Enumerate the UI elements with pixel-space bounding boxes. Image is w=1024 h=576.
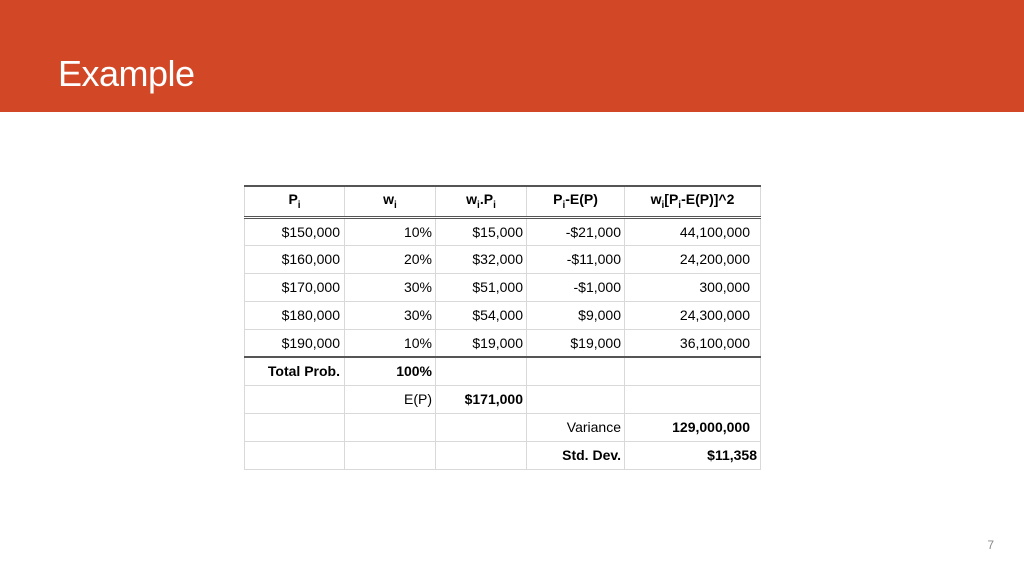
header-wi: $w_i$	[345, 186, 436, 217]
variance-row	[245, 413, 761, 441]
probability-table	[244, 185, 761, 470]
cell-weight: 30%	[345, 273, 436, 301]
cell-price: $180,000	[245, 301, 345, 329]
cell-price: $190,000	[245, 329, 345, 357]
empty-cell	[345, 441, 436, 469]
expected-price-row	[245, 385, 761, 413]
cell-weighted-price: $51,000	[436, 273, 527, 301]
stddev-label: Std. Dev.	[527, 441, 625, 469]
cell-weighted-price: $19,000	[436, 329, 527, 357]
empty-cell	[625, 357, 761, 385]
empty-cell	[345, 413, 436, 441]
stddev-row	[245, 441, 761, 469]
cell-price: $170,000	[245, 273, 345, 301]
header-pi-minus-ep: $P_i-E(P)$	[527, 186, 625, 217]
cell-weighted-price: $32,000	[436, 245, 527, 273]
slide-title: Example	[58, 53, 195, 94]
empty-cell	[436, 357, 527, 385]
table-row	[245, 245, 761, 273]
total-prob-row	[245, 357, 761, 385]
cell-weighted-price: $15,000	[436, 217, 527, 245]
total-prob-value: 100%	[345, 357, 436, 385]
cell-weighted-sq-dev: 24,300,000	[625, 301, 761, 329]
empty-cell	[436, 413, 527, 441]
empty-cell	[245, 413, 345, 441]
cell-weight: 30%	[345, 301, 436, 329]
cell-deviation: -$21,000	[527, 217, 625, 245]
table-row	[245, 217, 761, 245]
variance-value: 129,000,000	[625, 413, 761, 441]
cell-weighted-price: $54,000	[436, 301, 527, 329]
page-number: 7	[987, 538, 994, 552]
cell-deviation: $9,000	[527, 301, 625, 329]
empty-cell	[527, 357, 625, 385]
stddev-value: $11,358	[625, 441, 761, 469]
cell-weighted-sq-dev: 24,200,000	[625, 245, 761, 273]
table-row	[245, 273, 761, 301]
cell-weight: 10%	[345, 217, 436, 245]
cell-deviation: -$11,000	[527, 245, 625, 273]
cell-deviation: $19,000	[527, 329, 625, 357]
empty-cell	[245, 441, 345, 469]
variance-label: Variance	[527, 413, 625, 441]
header-pi: $P_i$	[245, 186, 345, 217]
header-row	[245, 186, 761, 217]
cell-weighted-sq-dev: 36,100,000	[625, 329, 761, 357]
empty-cell	[625, 385, 761, 413]
table-row	[245, 329, 761, 357]
cell-weight: 20%	[345, 245, 436, 273]
cell-price: $150,000	[245, 217, 345, 245]
cell-price: $160,000	[245, 245, 345, 273]
ep-value: $171,000	[436, 385, 527, 413]
total-prob-label: Total Prob.	[245, 357, 345, 385]
cell-deviation: -$1,000	[527, 273, 625, 301]
cell-weight: 10%	[345, 329, 436, 357]
header-squared-deviation: $w_i[P_i-E(P)]\^{}2$	[625, 186, 761, 217]
empty-cell	[527, 385, 625, 413]
header-wi-pi: $w_i.P_i$	[436, 186, 527, 217]
table-row	[245, 301, 761, 329]
ep-label: E(P)	[345, 385, 436, 413]
empty-cell	[436, 441, 527, 469]
empty-cell	[245, 385, 345, 413]
cell-weighted-sq-dev: 300,000	[625, 273, 761, 301]
cell-weighted-sq-dev: 44,100,000	[625, 217, 761, 245]
